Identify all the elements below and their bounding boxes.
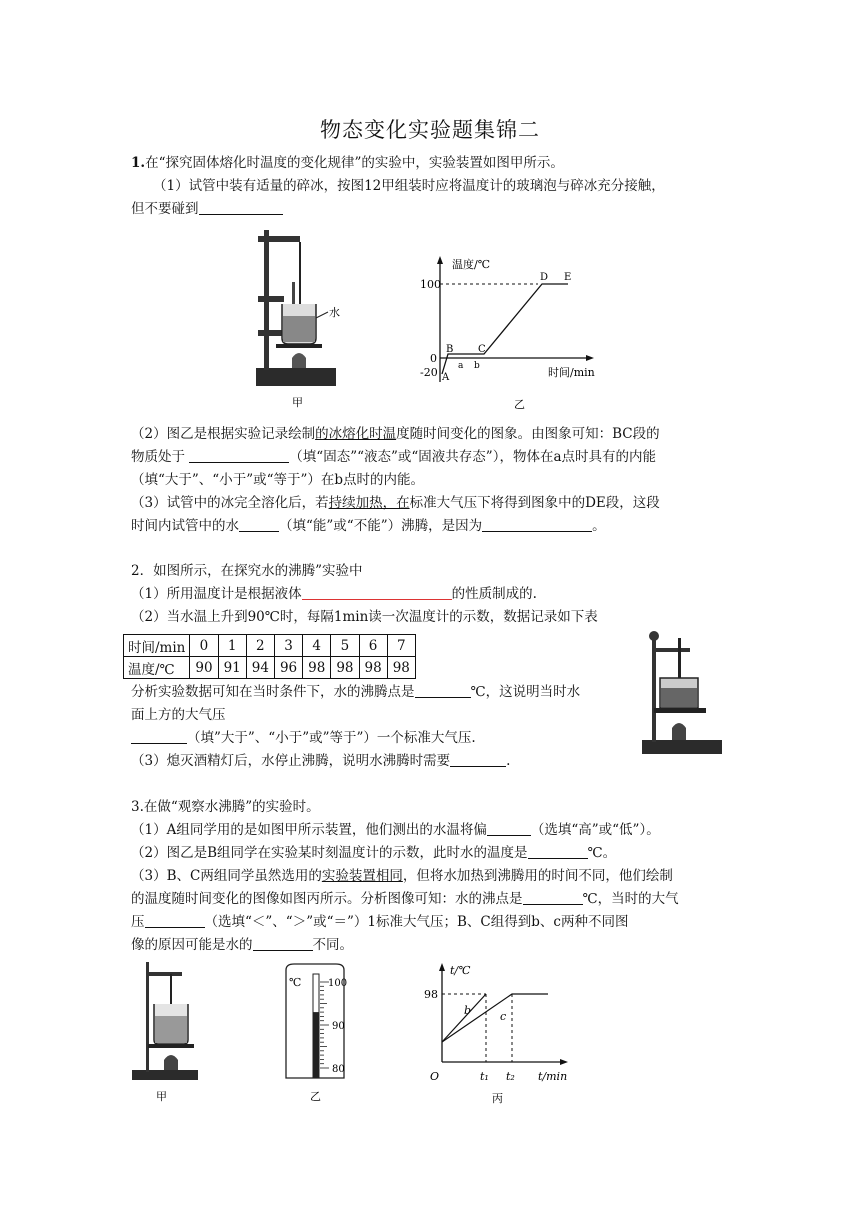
q3-stem: 3.在做“观察水沸腾”的实验时。 xyxy=(131,799,320,815)
q3-stand-base xyxy=(132,1070,198,1080)
q3-part3-line3 xyxy=(131,913,628,931)
q2-part1-text-a: （1）所用温度计是根据液体 xyxy=(131,586,302,602)
q1-answer-blank-3[interactable] xyxy=(239,517,279,532)
q3-line-c xyxy=(442,994,548,1042)
q3-part3-text-e: 压 xyxy=(131,914,145,930)
q1-point-a: A xyxy=(442,372,450,383)
q3-beaker-water xyxy=(155,1016,187,1043)
q1-water-pointer xyxy=(316,312,328,318)
q3-x-arrow xyxy=(560,1059,568,1065)
q1-clamp-middle xyxy=(258,296,284,302)
q1-water-label: 水 xyxy=(329,306,340,319)
q2-table-temp-cell: 98 xyxy=(331,657,359,679)
q1-part2-line2 xyxy=(131,448,656,466)
q2-table-head-temp: 温度/℃ xyxy=(124,657,190,679)
q2-analysis-line2: 面上方的大气压 xyxy=(131,707,226,723)
q1-part1-line1: （1）试管中装有适量的碎冰，按图12甲组装时应将温度计的玻璃泡与碎冰充分接触， xyxy=(153,178,665,194)
q3-tick-98: 98 xyxy=(424,988,438,1001)
q1-part3-text-a: （3）试管中的冰完全溶化后，若 xyxy=(131,495,329,511)
q1-part3-underlined: 持续加热，在 xyxy=(328,495,410,511)
q3-y-arrow xyxy=(439,963,445,971)
q2-part3-text-b: . xyxy=(506,753,511,769)
q2-analysis-line1 xyxy=(131,683,580,701)
page-title: 物态变化实验题集锦二 xyxy=(320,118,540,142)
q3-part3-text-g: 像的原因可能是水的 xyxy=(131,937,253,953)
q3-part3-text-h: 不同。 xyxy=(312,937,353,953)
q3-part3-text-a: （3）B、C两组同学虽然选用的 xyxy=(131,868,322,884)
q2-answer-blank-4[interactable] xyxy=(450,752,506,767)
q2-analysis-text-b: ℃，这说明当时水 xyxy=(470,684,581,700)
q2-table-time-cell: 5 xyxy=(331,635,359,657)
q1-part2-text-b: 度随时间变化的图象。由图象可知：BC段的 xyxy=(396,426,660,442)
q2-answer-blank-3[interactable] xyxy=(131,729,187,744)
q2-gauze xyxy=(654,708,706,713)
q2-table-time-cell: 3 xyxy=(274,635,302,657)
q2-table-temp-cell: 96 xyxy=(274,657,302,679)
q3-x-label: t/min xyxy=(538,1070,568,1083)
q2-answer-blank-1[interactable] xyxy=(302,585,452,600)
q3-boiling-graph xyxy=(420,958,580,1108)
q1-beaker-water xyxy=(283,316,315,342)
q1-answer-blank-2[interactable] xyxy=(189,448,289,463)
q1-x-arrow xyxy=(586,355,594,361)
q3-y-label: t/℃ xyxy=(450,964,471,977)
q2-table-temp-cell: 98 xyxy=(359,657,387,679)
q2-table-temp-cell: 98 xyxy=(387,657,415,679)
q3-answer-blank-1[interactable] xyxy=(487,821,531,836)
q3-part2 xyxy=(131,844,616,862)
q1-caption-yi: 乙 xyxy=(514,398,525,411)
q2-analysis-line3 xyxy=(131,729,476,747)
q2-table-temp-cell: 90 xyxy=(190,657,218,679)
q1-clamp-bottom xyxy=(258,330,284,336)
q2-answer-blank-2[interactable] xyxy=(415,683,471,698)
q1-stem-text: 在“探究固体熔化时温度的变化规律”的实验中，实验装置如图甲所示。 xyxy=(145,155,564,171)
q3-part3-text-b: ，但将水加热到沸腾用的时间不同，他们绘制 xyxy=(402,868,673,884)
q3-answer-blank-5[interactable] xyxy=(253,936,313,951)
q1-part1-text: 但不要碰到 xyxy=(131,201,199,217)
q1-part3-text-b: 标准大气压下将得到图象中的DE段，这段 xyxy=(409,495,660,511)
q1-answer-blank-1[interactable] xyxy=(199,200,283,215)
q1-apparatus-figure xyxy=(252,222,352,412)
q1-part3-text-d: （填“能”或“不能”）沸腾，是因为 xyxy=(279,518,483,534)
q1-part1-line2 xyxy=(131,200,283,218)
q3-part3-text-f: （选填“＜”、“＞”或“＝”）1标准大气压；B、C组得到b、c两种不同图 xyxy=(204,914,629,930)
q1-clamp-top xyxy=(258,236,300,242)
q3-answer-blank-2[interactable] xyxy=(528,844,588,859)
q2-table-temp-cell: 98 xyxy=(303,657,331,679)
q1-part3-text-c: 时间内试管中的水 xyxy=(131,518,239,534)
q3-caption-yi: 乙 xyxy=(310,1090,321,1103)
q2-stand-base xyxy=(642,740,722,754)
q2-stem: 2．如图所示，在探究水的沸腾”实验中 xyxy=(131,563,363,579)
q1-alcohol-lamp xyxy=(292,353,306,368)
q3-apparatus-figure xyxy=(128,958,208,1108)
q2-table-head-time: 时间/min xyxy=(124,635,190,657)
q3-line-b xyxy=(442,994,486,1042)
q1-answer-blank-4[interactable] xyxy=(482,517,592,532)
q3-part3-line1 xyxy=(131,867,673,885)
q1-point-e: E xyxy=(564,272,572,283)
q3-caption-jia: 甲 xyxy=(156,1090,167,1103)
q1-mark-a: a xyxy=(458,361,464,371)
q2-table-time-cell: 0 xyxy=(190,635,218,657)
q3-tick-t1: t₁ xyxy=(480,1070,489,1083)
q3-part1-text-b: （选填“高”或“低”）。 xyxy=(530,822,660,838)
q1-part3-line2 xyxy=(131,517,606,535)
q2-clamp-top xyxy=(654,648,690,652)
q3-part3-line2 xyxy=(131,890,679,908)
q1-mark-b: b xyxy=(474,361,480,371)
q3-answer-blank-3[interactable] xyxy=(523,890,583,905)
q2-table-row-time xyxy=(124,635,416,657)
q2-part1-text-b: 的性质制成的. xyxy=(451,586,537,602)
q1-tick-100: 100 xyxy=(420,278,441,291)
q2-table-time-cell: 1 xyxy=(218,635,246,657)
q3-part1 xyxy=(131,821,660,839)
q1-gauze xyxy=(276,344,322,348)
q1-part2-text-a: （2）图乙是根据实验记录绘制 xyxy=(131,426,316,442)
q2-table-time-cell: 6 xyxy=(359,635,387,657)
q3-part2-text-b: ℃。 xyxy=(587,845,617,861)
q3-answer-blank-4[interactable] xyxy=(145,913,205,928)
q3-alcohol-lamp xyxy=(164,1055,178,1070)
q3-label-c: c xyxy=(500,1010,507,1023)
q3-origin: O xyxy=(430,1070,440,1083)
q2-part3-text-a: （3）熄灭酒精灯后，水停止沸腾，说明水沸腾时需要 xyxy=(131,753,451,769)
q2-part2: （2）当水温上升到90℃时，每隔1min读一次温度计的示数，数据记录如下表 xyxy=(131,609,598,625)
q1-x-label: 时间/min xyxy=(548,366,595,379)
q3-part1-text-a: （1）A组同学用的是如图甲所示装置，他们测出的水温将偏 xyxy=(131,822,487,838)
q1-part3-text-e: 。 xyxy=(592,518,606,534)
q3-thermo-liquid xyxy=(313,1012,319,1078)
q2-table-time-cell: 7 xyxy=(387,635,415,657)
q2-table-temp-cell: 94 xyxy=(246,657,274,679)
q1-tick-0: 0 xyxy=(430,352,437,365)
q3-part2-text-a: （2）图乙是B组同学在实验某时刻温度计的示数，此时水的温度是 xyxy=(131,845,528,861)
q1-part2-line1 xyxy=(131,425,660,443)
q1-number: 1. xyxy=(131,155,146,171)
q3-caption-bing: 丙 xyxy=(492,1092,503,1105)
q1-point-d: D xyxy=(540,272,549,283)
q3-tick-t2: t₂ xyxy=(506,1070,515,1083)
q2-beaker-water xyxy=(661,688,697,707)
q1-temperature-graph xyxy=(418,252,608,412)
q3-thermo-label-100: 100 xyxy=(328,978,348,989)
q3-thermo-label-90: 90 xyxy=(332,1021,345,1032)
q2-rod-top xyxy=(649,631,659,641)
q2-part1 xyxy=(131,585,537,603)
q2-table-time-cell: 4 xyxy=(303,635,331,657)
q1-point-b: B xyxy=(446,344,454,355)
q2-table-row-temp xyxy=(124,657,416,679)
q2-part3 xyxy=(131,752,510,770)
q3-gauze xyxy=(148,1044,194,1048)
q1-point-c: C xyxy=(478,344,486,355)
q2-table-time-cell: 2 xyxy=(246,635,274,657)
q3-part3-underlined: 实验装置相同 xyxy=(321,868,403,884)
q1-part2-text-d: （填“固态”“液态”或“固液共存态”），物体在a点时具有的内能 xyxy=(289,449,657,465)
q1-part2-text-c: 物质处于 xyxy=(131,449,185,465)
q1-part2-underlined: 的冰熔化时温 xyxy=(315,426,397,442)
q3-part3-text-d: ℃，当时的大气 xyxy=(582,891,679,907)
q2-table-temp-cell: 91 xyxy=(218,657,246,679)
q3-stand-rod xyxy=(146,962,149,1072)
q1-stand-base xyxy=(256,368,336,386)
q3-thermo-unit: ℃ xyxy=(289,976,302,989)
q3-thermo-label-80: 80 xyxy=(332,1064,345,1075)
q1-part2-line3: （填“大于”、“小于”或“等于”）在b点时的内能。 xyxy=(131,472,425,488)
q2-apparatus-figure xyxy=(638,628,728,758)
q2-data-table xyxy=(123,634,416,679)
q1-y-arrow xyxy=(437,256,443,264)
q3-part3-text-c: 的温度随时间变化的图像如图丙所示。分析图像可知：水的沸点是 xyxy=(131,891,523,907)
q2-analysis-text-a: 分析实验数据可知在当时条件下，水的沸腾点是 xyxy=(131,684,415,700)
q1-y-label: 温度/℃ xyxy=(452,258,491,271)
q1-caption-jia: 甲 xyxy=(292,396,303,409)
q2-analysis-text-c: （填”大于”、“小于”或”等于”）一个标准大气压. xyxy=(187,730,476,746)
q1-tick-minus20: -20 xyxy=(420,366,438,379)
q3-clamp-top xyxy=(146,972,182,976)
q3-thermometer-figure xyxy=(280,962,360,1108)
q3-label-b: b xyxy=(464,1004,472,1017)
q1-part3-line1 xyxy=(131,494,660,512)
q3-part3-line4 xyxy=(131,936,353,954)
q1-stem xyxy=(131,154,564,172)
q2-alcohol-lamp xyxy=(672,723,686,740)
